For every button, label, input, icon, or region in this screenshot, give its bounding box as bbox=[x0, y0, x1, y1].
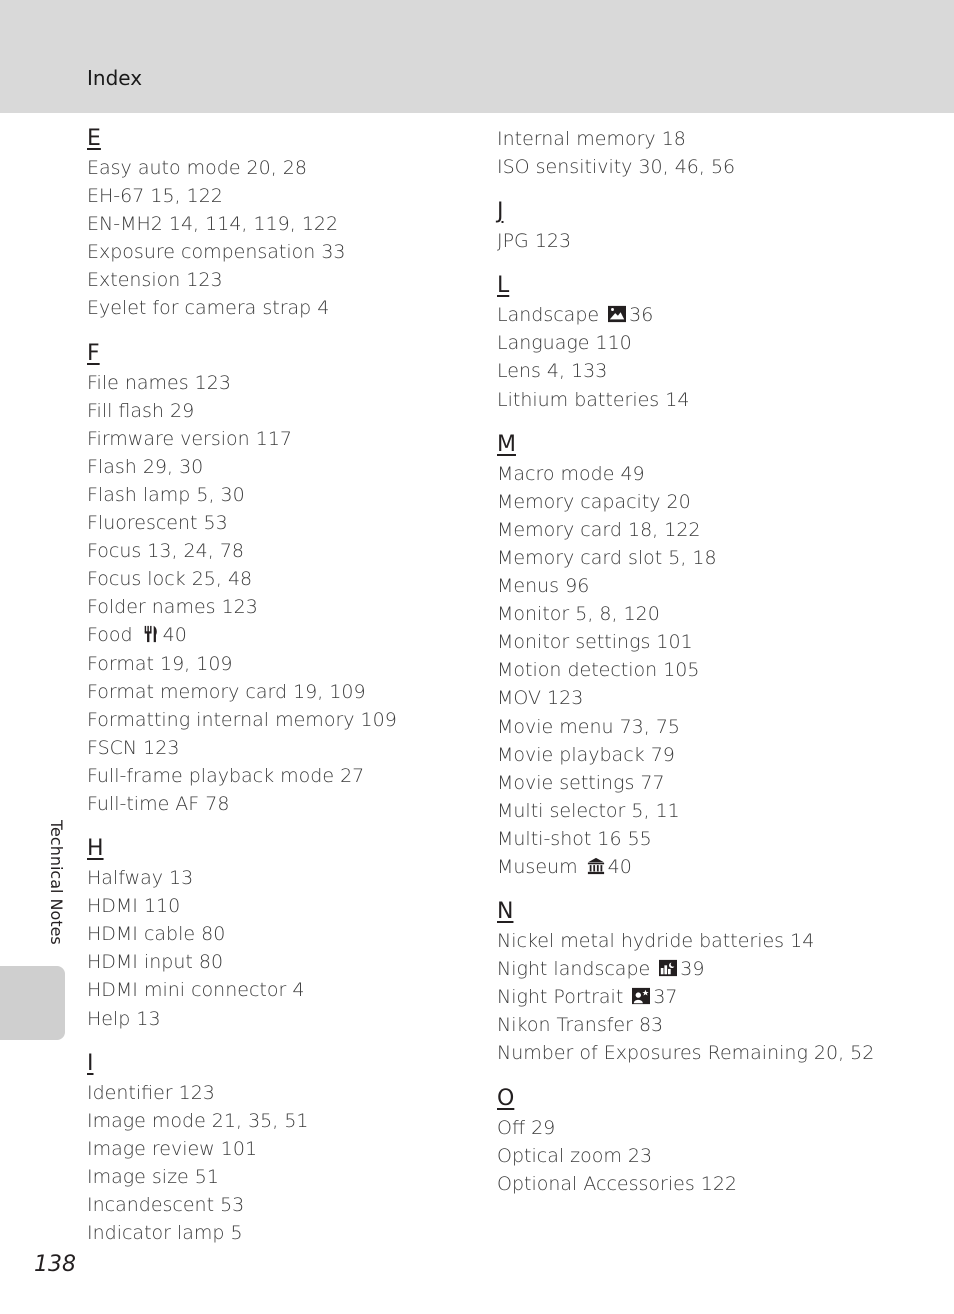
index-entry: HDMI cable 80 bbox=[87, 923, 226, 946]
index-entry: Focus lock 25, 48 bbox=[87, 568, 253, 591]
index-letter-m: M bbox=[497, 431, 516, 457]
index-entry: Internal memory 18 bbox=[497, 128, 686, 150]
entry-label: Museum bbox=[497, 855, 578, 878]
index-entry: Help 13 bbox=[87, 1007, 161, 1030]
entry-label: Food bbox=[87, 624, 133, 647]
entry-label: Night landscape bbox=[497, 958, 651, 981]
index-entry: ISO sensitivity 30, 46, 56 bbox=[497, 156, 736, 179]
index-entry: MOV 123 bbox=[497, 687, 584, 710]
entry-page: 40 bbox=[162, 624, 187, 647]
index-column-left bbox=[87, 124, 467, 1247]
section-thumb-tab bbox=[0, 966, 65, 1040]
index-entry: EH-67 15, 122 bbox=[87, 185, 223, 208]
index-letter-n: N bbox=[497, 899, 514, 925]
index-entry-landscape bbox=[497, 301, 937, 329]
index-entry: Monitor settings 101 bbox=[497, 631, 693, 654]
index-entry: Lens 4, 133 bbox=[497, 360, 608, 383]
index-entry: Extension 123 bbox=[87, 269, 223, 292]
index-entry: Format 19, 109 bbox=[87, 652, 233, 675]
index-entry: Movie menu 73, 75 bbox=[497, 715, 681, 738]
index-entry: Off 29 bbox=[497, 1116, 556, 1139]
index-entry: Lithium batteries 14 bbox=[497, 388, 690, 411]
index-entry: Flash lamp 5, 30 bbox=[87, 483, 245, 506]
food-icon bbox=[141, 625, 161, 643]
index-entry: Language 110 bbox=[497, 332, 632, 355]
index-letter-e: E bbox=[87, 126, 101, 151]
index-entry: Memory card 18, 122 bbox=[497, 518, 701, 541]
index-column-right bbox=[497, 125, 937, 1198]
index-entry: Format memory card 19, 109 bbox=[87, 680, 366, 703]
index-entry: Multi-shot 16 55 bbox=[497, 827, 652, 850]
index-entry: Eyelet for camera strap 4 bbox=[87, 297, 330, 320]
index-entry-food bbox=[87, 621, 467, 649]
index-letter-h: H bbox=[87, 836, 104, 862]
index-entry: Menus 96 bbox=[497, 575, 590, 598]
index-entry: Incandescent 53 bbox=[87, 1194, 245, 1216]
index-entry: HDMI input 80 bbox=[87, 951, 224, 974]
museum-icon bbox=[586, 857, 606, 875]
index-entry: Easy auto mode 20, 28 bbox=[87, 157, 307, 179]
index-entry: Indicator lamp 5 bbox=[87, 1222, 243, 1245]
index-entry: Image mode 21, 35, 51 bbox=[87, 1109, 309, 1132]
landscape-icon bbox=[607, 305, 627, 323]
section-side-label: Technical Notes bbox=[47, 820, 66, 945]
index-entry: HDMI mini connector 4 bbox=[87, 979, 305, 1002]
night-landscape-icon bbox=[658, 959, 678, 977]
entry-page: 39 bbox=[680, 958, 705, 981]
index-entry-museum bbox=[497, 853, 937, 881]
index-letter-l: L bbox=[497, 273, 510, 299]
index-entry: EN-MH2 14, 114, 119, 122 bbox=[87, 213, 339, 236]
night-portrait-icon bbox=[631, 987, 651, 1005]
index-entry: Nikon Transfer 83 bbox=[497, 1014, 664, 1037]
index-entry: HDMI 110 bbox=[87, 895, 181, 918]
index-entry: JPG 123 bbox=[497, 230, 572, 253]
index-entry: Image size 51 bbox=[87, 1165, 219, 1188]
index-entry: FSCN 123 bbox=[87, 736, 180, 759]
index-entry: Monitor 5, 8, 120 bbox=[497, 603, 660, 626]
entry-page: 36 bbox=[629, 304, 654, 327]
index-entry: Flash 29, 30 bbox=[87, 455, 204, 478]
index-letter-f: F bbox=[87, 340, 100, 366]
index-entry: Full-frame playback mode 27 bbox=[87, 764, 365, 787]
index-entry: Movie settings 77 bbox=[497, 771, 665, 794]
index-entry: Motion detection 105 bbox=[497, 659, 700, 682]
index-entry: Halfway 13 bbox=[87, 867, 194, 890]
index-entry: Identifier 123 bbox=[87, 1081, 215, 1104]
index-entry: Number of Exposures Remaining 20, 52 bbox=[497, 1042, 875, 1065]
entry-label: Night Portrait bbox=[497, 986, 624, 1009]
index-letter-i: I bbox=[87, 1050, 94, 1076]
index-entry: Optical zoom 23 bbox=[497, 1144, 653, 1167]
index-entry: Multi selector 5, 11 bbox=[497, 799, 680, 822]
index-entry-night-portrait bbox=[497, 983, 937, 1011]
index-entry: Exposure compensation 33 bbox=[87, 241, 346, 264]
index-entry: Fill flash 29 bbox=[87, 399, 195, 422]
index-entry: Firmware version 117 bbox=[87, 427, 293, 450]
index-entry: Memory capacity 20 bbox=[497, 490, 691, 513]
index-entry: File names 123 bbox=[87, 371, 231, 394]
index-entry: Full-time AF 78 bbox=[87, 792, 230, 815]
index-letter-o: O bbox=[497, 1085, 515, 1111]
entry-page: 37 bbox=[653, 986, 678, 1009]
index-entry: Movie playback 79 bbox=[497, 743, 675, 766]
index-entry: Folder names 123 bbox=[87, 596, 258, 619]
index-entry: Formatting internal memory 109 bbox=[87, 708, 397, 731]
index-entry: Memory card slot 5, 18 bbox=[497, 546, 717, 569]
index-entry: Nickel metal hydride batteries 14 bbox=[497, 930, 815, 953]
index-entry-night-landscape bbox=[497, 955, 937, 983]
entry-page: 40 bbox=[607, 855, 632, 878]
index-entry: Optional Accessories 122 bbox=[497, 1172, 738, 1195]
index-entry: Fluorescent 53 bbox=[87, 512, 228, 535]
index-entry: Focus 13, 24, 78 bbox=[87, 540, 244, 563]
index-letter-j: J bbox=[497, 199, 504, 225]
page-number: 138 bbox=[34, 1252, 76, 1277]
index-entry: Image review 101 bbox=[87, 1137, 258, 1160]
page-header bbox=[0, 0, 954, 113]
header-title: Index bbox=[87, 66, 143, 90]
entry-label: Landscape bbox=[497, 304, 600, 327]
index-entry: Macro mode 49 bbox=[497, 462, 645, 485]
